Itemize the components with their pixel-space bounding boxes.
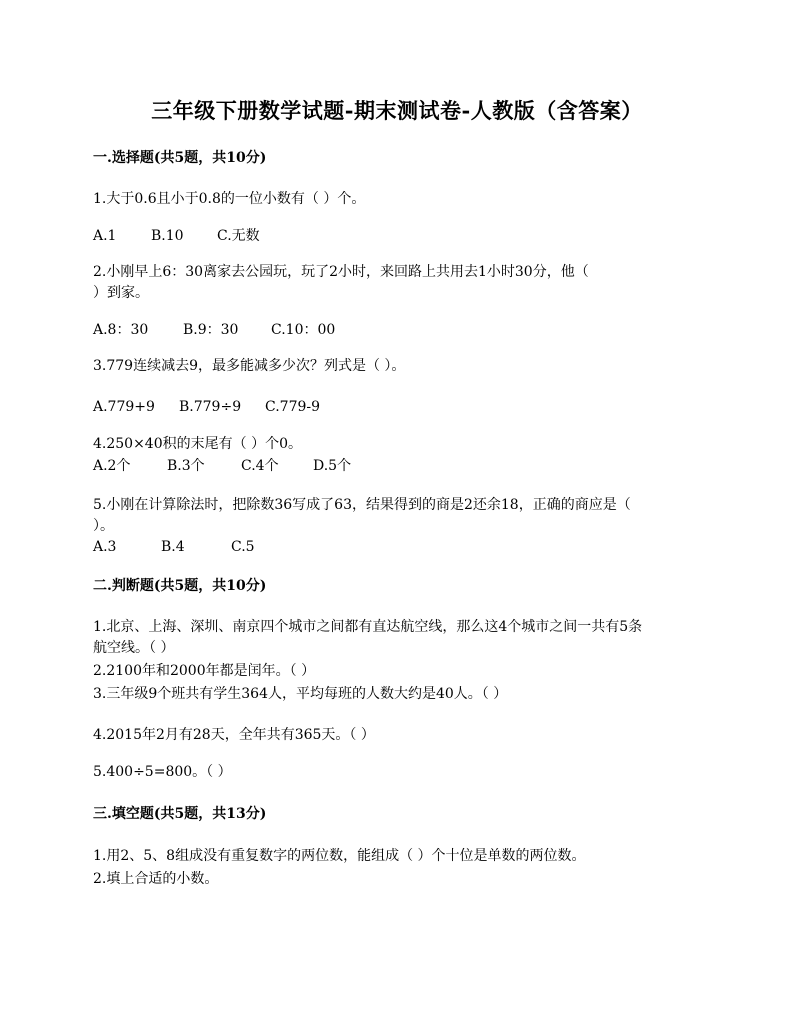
section-heading-choice: 一.选择题(共5题，共10分) [93,150,267,166]
question-text: 1.北京、上海、深圳、南京四个城市之间都有直达航空线，那么这4个城市之间一共有5条 [93,619,643,635]
option: C.10：00 [271,322,336,338]
option: C.无数 [217,228,260,244]
option: D.5个 [313,458,352,474]
option: B.3个 [167,458,205,474]
section-heading-judgement: 二.判断题(共5题，共10分) [93,578,267,594]
question-text: 2.填上合适的小数。 [93,871,219,887]
question-text: 3.779连续减去9，最多能减多少次？列式是（ ）。 [93,358,406,374]
question-text: 5.400÷5=800。（ ） [93,764,232,780]
question-text-continued: ）到家。 [93,285,149,301]
question-text-continued: ）。 [93,518,114,534]
question-text: 1.用2、5、8组成没有重复数字的两位数，能组成（ ）个十位是单数的两位数。 [93,848,586,864]
question-text-continued: 航空线。（ ） [93,640,175,656]
section-heading-fill: 三.填空题(共5题，共13分) [93,806,267,822]
question-text: 3.三年级9个班共有学生364人，平均每班的人数大约是40人。（ ） [93,686,508,702]
options-row [93,456,713,476]
option: A.1 [93,228,117,244]
question-text: 1.大于0.6且小于0.8的一位小数有（ ）个。 [93,191,366,207]
options-row [93,397,713,417]
question-text: 2.小刚早上6：30离家去公园玩，玩了2小时，来回路上共用去1小时30分，他（ [93,264,589,280]
option: B.9：30 [183,322,239,338]
option: B.4 [161,539,185,555]
options-row [93,537,713,557]
option: C.5 [231,539,255,555]
option: A.779+9 [93,399,155,415]
option: C.779-9 [265,399,321,415]
option: C.4个 [241,458,279,474]
question-text: 4.2015年2月有28天，全年共有365天。（ ） [93,727,375,743]
question-text: 4.250×40积的末尾有（ ）个0。 [93,436,302,452]
option: A.2个 [93,458,131,474]
options-row [93,226,713,246]
question-text: 2.2100年和2000年都是闰年。（ ） [93,663,316,679]
option: B.779÷9 [179,399,242,415]
option: A.3 [93,539,117,555]
options-row [93,320,713,340]
option: B.10 [151,228,184,244]
option: A.8：30 [93,322,149,338]
question-text: 5.小刚在计算除法时，把除数36写成了63，结果得到的商是2还余18，正确的商应是（ [93,497,631,513]
page-title: 三年级下册数学试题-期末测试卷-人教版（含答案） [151,98,643,123]
